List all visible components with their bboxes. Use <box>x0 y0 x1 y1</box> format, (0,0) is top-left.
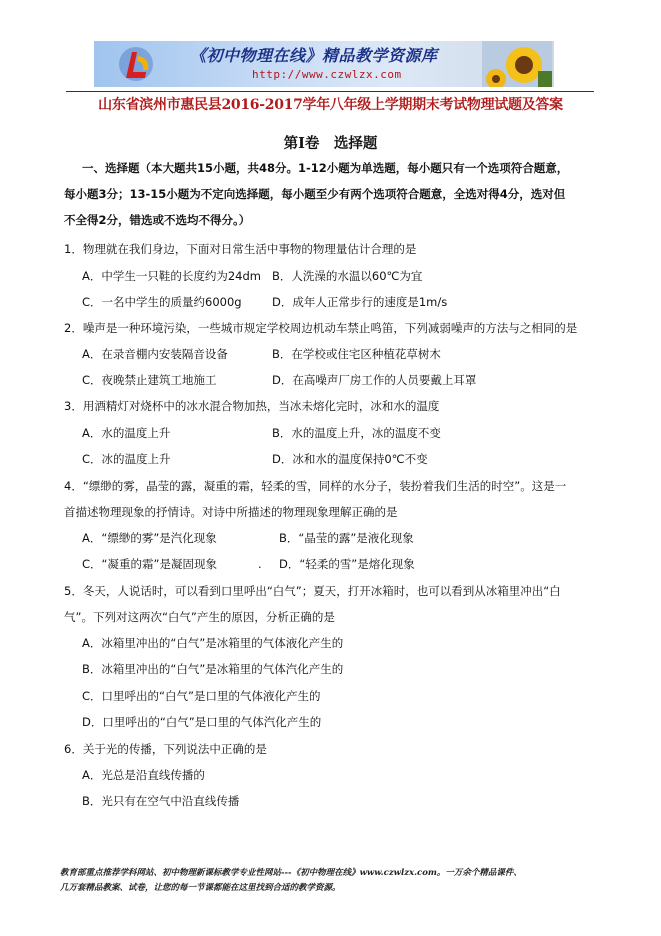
text-line: B．冰箱里冲出的“白气”是冰箱里的气体汽化产生的 <box>82 662 344 676</box>
text-line: D．“轻柔的雪”是熔化现象 <box>279 557 415 571</box>
text-line: B．在学校或住宅区种植花草树木 <box>272 347 441 361</box>
footer-line-2: 几万套精品教案、试卷，让您的每一节课都能在这里找到合适的教学资源。 <box>60 883 341 893</box>
sunflower-image <box>482 41 552 87</box>
text-line: B．光只有在空气中沿直线传播 <box>82 794 240 808</box>
header-banner <box>94 41 554 87</box>
text-line: D．口里呼出的“白气”是口里的气体汽化产生的 <box>82 715 322 729</box>
text-line: . <box>258 557 262 571</box>
text-line: C．一名中学生的质量约6000g <box>82 295 242 309</box>
text-line: 2．噪声是一种环境污染，一些城市规定学校周边机动车禁止鸣笛，下列减弱噪声的方法与之相同的是 <box>64 321 578 335</box>
text-line: 3．用酒精灯对烧杯中的冰水混合物加热，当冰未熔化完时，冰和水的温度 <box>64 399 440 413</box>
text-line: B．“晶莹的露”是液化现象 <box>279 531 414 545</box>
section-title: 第Ⅰ卷 选择题 <box>283 135 378 152</box>
text-line: 1．物理就在我们身边，下面对日常生活中事物的物理量估计合理的是 <box>64 242 417 256</box>
text-line: B．水的温度上升，冰的温度不变 <box>272 426 441 440</box>
text-line: 5．冬天，人说话时，可以看到口里呼出“白气”；夏天，打开冰箱时，也可以看到从冰箱里冲出“白 <box>64 584 561 598</box>
text-line: D．冰和水的温度保持0℃不变 <box>272 452 428 466</box>
text-line: C．夜晚禁止建筑工地施工 <box>82 373 217 387</box>
text-line: C．冰的温度上升 <box>82 452 171 466</box>
text-line: 首描述物理现象的抒情诗。对诗中所描述的物理现象理解正确的是 <box>64 505 398 519</box>
text-line: 不全得2分，错选或不选均不得分。） <box>64 213 251 227</box>
banner-title: 《初中物理在线》精品教学资源库 <box>190 46 438 65</box>
text-line: C．口里呼出的“白气”是口里的气体液化产生的 <box>82 689 321 703</box>
text-line: C．“凝重的霜”是凝固现象 <box>82 557 217 571</box>
text-line: A．光总是沿直线传播的 <box>82 768 205 782</box>
header-divider <box>66 91 594 92</box>
text-line: 气”。下列对这两次“白气”产生的原因，分析正确的是 <box>64 610 335 624</box>
document-title: 山东省滨州市惠民县2016-2017学年八年级上学期期末考试物理试题及答案 <box>98 97 563 113</box>
footer-line-1: 教育部重点推荐学科网站、初中物理新课标教学专业性网站---《初中物理在线》www.czwlzx.com。一万余个精品课件、 <box>60 868 522 878</box>
text-line: 6．关于光的传播，下列说法中正确的是 <box>64 742 267 756</box>
site-logo <box>116 44 156 84</box>
text-line: A．冰箱里冲出的“白气”是冰箱里的气体液化产生的 <box>82 636 344 650</box>
text-line: B．人洗澡的水温以60℃为宜 <box>272 269 423 283</box>
banner-url[interactable]: http://www.czwlzx.com <box>252 68 402 81</box>
text-line: D．成年人正常步行的速度是1m/s <box>272 295 448 309</box>
text-line: A．中学生一只鞋的长度约为24dm <box>82 269 262 283</box>
text-line: A．在录音棚内安装隔音设备 <box>82 347 228 361</box>
text-line: A．水的温度上升 <box>82 426 171 440</box>
text-line: 每小题3分；13-15小题为不定向选择题，每小题至少有两个选项符合题意，全选对得4分，选对但 <box>64 187 566 201</box>
text-line: 4．“缥缈的雾，晶莹的露，凝重的霜，轻柔的雪，同样的水分子，装扮着我们生活的时空”。这是一 <box>64 479 567 493</box>
text-line: D．在高噪声厂房工作的人员要戴上耳罩 <box>272 373 477 387</box>
text-line: 一、选择题（本大题共15小题，共48分。1-12小题为单选题，每小题只有一个选项符合题意， <box>82 161 569 175</box>
text-line: A．“缥缈的雾”是汽化现象 <box>82 531 217 545</box>
